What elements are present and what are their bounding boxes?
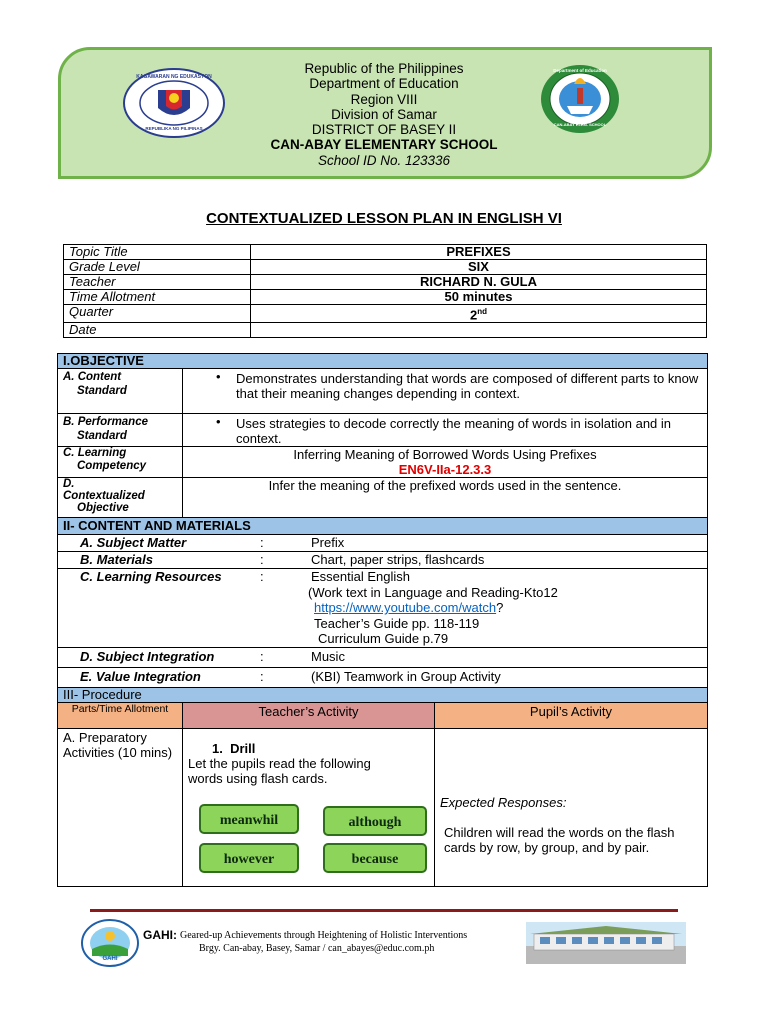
learning-resources-row: C. Learning Resources : Essential English (Work text in Language and Reading-Kto12 https://www.youtube.com/watch? Teacher’s Guide pp. 118-119 Curriculum Guide p.79 (58, 569, 708, 648)
contextualized-objective-text: Infer the meaning of the prefixed words used in the sentence. (183, 478, 708, 518)
info-label: Time Allotment (64, 290, 251, 305)
school-building-photo (526, 922, 686, 964)
performance-standard-text: • Uses strategies to decode correctly the meaning of words in isolation and in context. (183, 414, 708, 447)
left-seal-text: KAGAWARAN NG EDUKASYON (136, 74, 212, 80)
materials-row: B. Materials : Chart, paper strips, flashcards (58, 552, 708, 569)
flashcard: because (323, 843, 427, 873)
youtube-link[interactable]: https://www.youtube.com/watch (314, 600, 497, 615)
info-row (64, 260, 707, 275)
flashcard: meanwhil (199, 804, 299, 834)
info-row (64, 305, 707, 323)
info-value: RICHARD N. GULA (251, 275, 707, 290)
footer-address: Brgy. Can-abay, Basey, Samar / can_abayes@educ.com.ph (199, 943, 435, 954)
info-row (64, 323, 707, 338)
header-line-republic: Republic of the Philippines (304, 61, 464, 76)
info-value (251, 305, 707, 323)
content-standard-label: A. Content Standard (58, 369, 183, 414)
page-title: CONTEXTUALIZED LESSON PLAN IN ENGLISH VI (206, 210, 562, 227)
learning-competency-text: Inferring Meaning of Borrowed Words Using Prefixes EN6V-IIa-12.3.3 (183, 447, 708, 478)
subject-matter-row: A. Subject Matter : Prefix (58, 535, 708, 552)
info-row (64, 245, 707, 260)
procedure-heading: III- Procedure (58, 687, 708, 702)
header-line-department: Department of Education (309, 76, 459, 91)
drill-heading: Drill (230, 740, 256, 756)
objective-heading: I.OBJECTIVE (58, 354, 708, 369)
subject-integration-row: D. Subject Integration : Music (58, 647, 708, 667)
footer-divider (90, 909, 678, 912)
content-standard-text: • Demonstrates understanding that words are composed of different parts to know that their meaning changes depending in context. (183, 369, 708, 414)
quarter-number: 2 (469, 307, 478, 323)
performance-standard-label: B. Performance Standard (58, 414, 183, 447)
info-row (64, 275, 707, 290)
content-heading: II- CONTENT AND MATERIALS (58, 518, 708, 535)
footer-gahi-label: GAHI: (143, 928, 177, 942)
school-id: School ID No. 123336 (317, 153, 451, 168)
drill-instructions: Let the pupils read the following words using flash cards. (188, 755, 371, 786)
learning-competency-label: C. Learning Competency (58, 447, 183, 478)
teacher-activity-cell (183, 728, 435, 886)
info-label: Teacher (64, 275, 251, 290)
info-value (251, 323, 707, 338)
lesson-plan-table (57, 353, 708, 887)
preparatory-activities-cell: A. Preparatory Activities (10 mins) (58, 728, 183, 886)
competency-code: EN6V-IIa-12.3.3 (398, 462, 492, 477)
right-seal-bottom: CAN-ABAY ELEM. SCHOOL (553, 122, 607, 127)
header-line-district: DISTRICT OF BASEY II (311, 122, 457, 137)
pupil-response-text: Children will read the words on the flash cards by row, by group, and by pair. (444, 824, 675, 855)
value-integration-row: E. Value Integration : (KBI) Teamwork in Group Activity (58, 667, 708, 687)
flashcard: however (199, 843, 299, 873)
drill-number: 1. (212, 740, 223, 756)
info-row (64, 290, 707, 305)
quarter-suffix: nd (477, 307, 487, 316)
header-line-division: Division of Samar (331, 107, 437, 122)
header-line-region: Region VIII (350, 92, 418, 107)
col-header-teacher: Teacher’s Activity (183, 702, 435, 728)
school-name: CAN-ABAY ELEMENTARY SCHOOL (270, 137, 498, 152)
expected-responses: Expected Responses: (440, 794, 567, 810)
info-label: Grade Level (64, 260, 251, 275)
col-header-parts: Parts/Time Allotment (58, 702, 183, 728)
pupil-activity-cell (435, 728, 708, 886)
info-label: Quarter (64, 305, 251, 323)
info-label: Date (64, 323, 251, 338)
flashcard: although (323, 806, 427, 836)
info-label: Topic Title (64, 245, 251, 260)
contextualized-objective-label: D. Contextualized Objective (58, 478, 183, 518)
left-seal-bottom: REPUBLIKA NG PILIPINAS (145, 126, 203, 131)
info-value: PREFIXES (251, 245, 707, 260)
footer-gahi-text: Geared-up Achievements through Heightening of Holistic Interventions (180, 930, 468, 941)
info-value: SIX (251, 260, 707, 275)
gahi-logo-text: GAHI (102, 956, 118, 962)
right-seal-text: Department of Education (553, 68, 607, 73)
lesson-info-table (63, 244, 707, 338)
col-header-pupil: Pupil’s Activity (435, 702, 708, 728)
info-value: 50 minutes (251, 290, 707, 305)
